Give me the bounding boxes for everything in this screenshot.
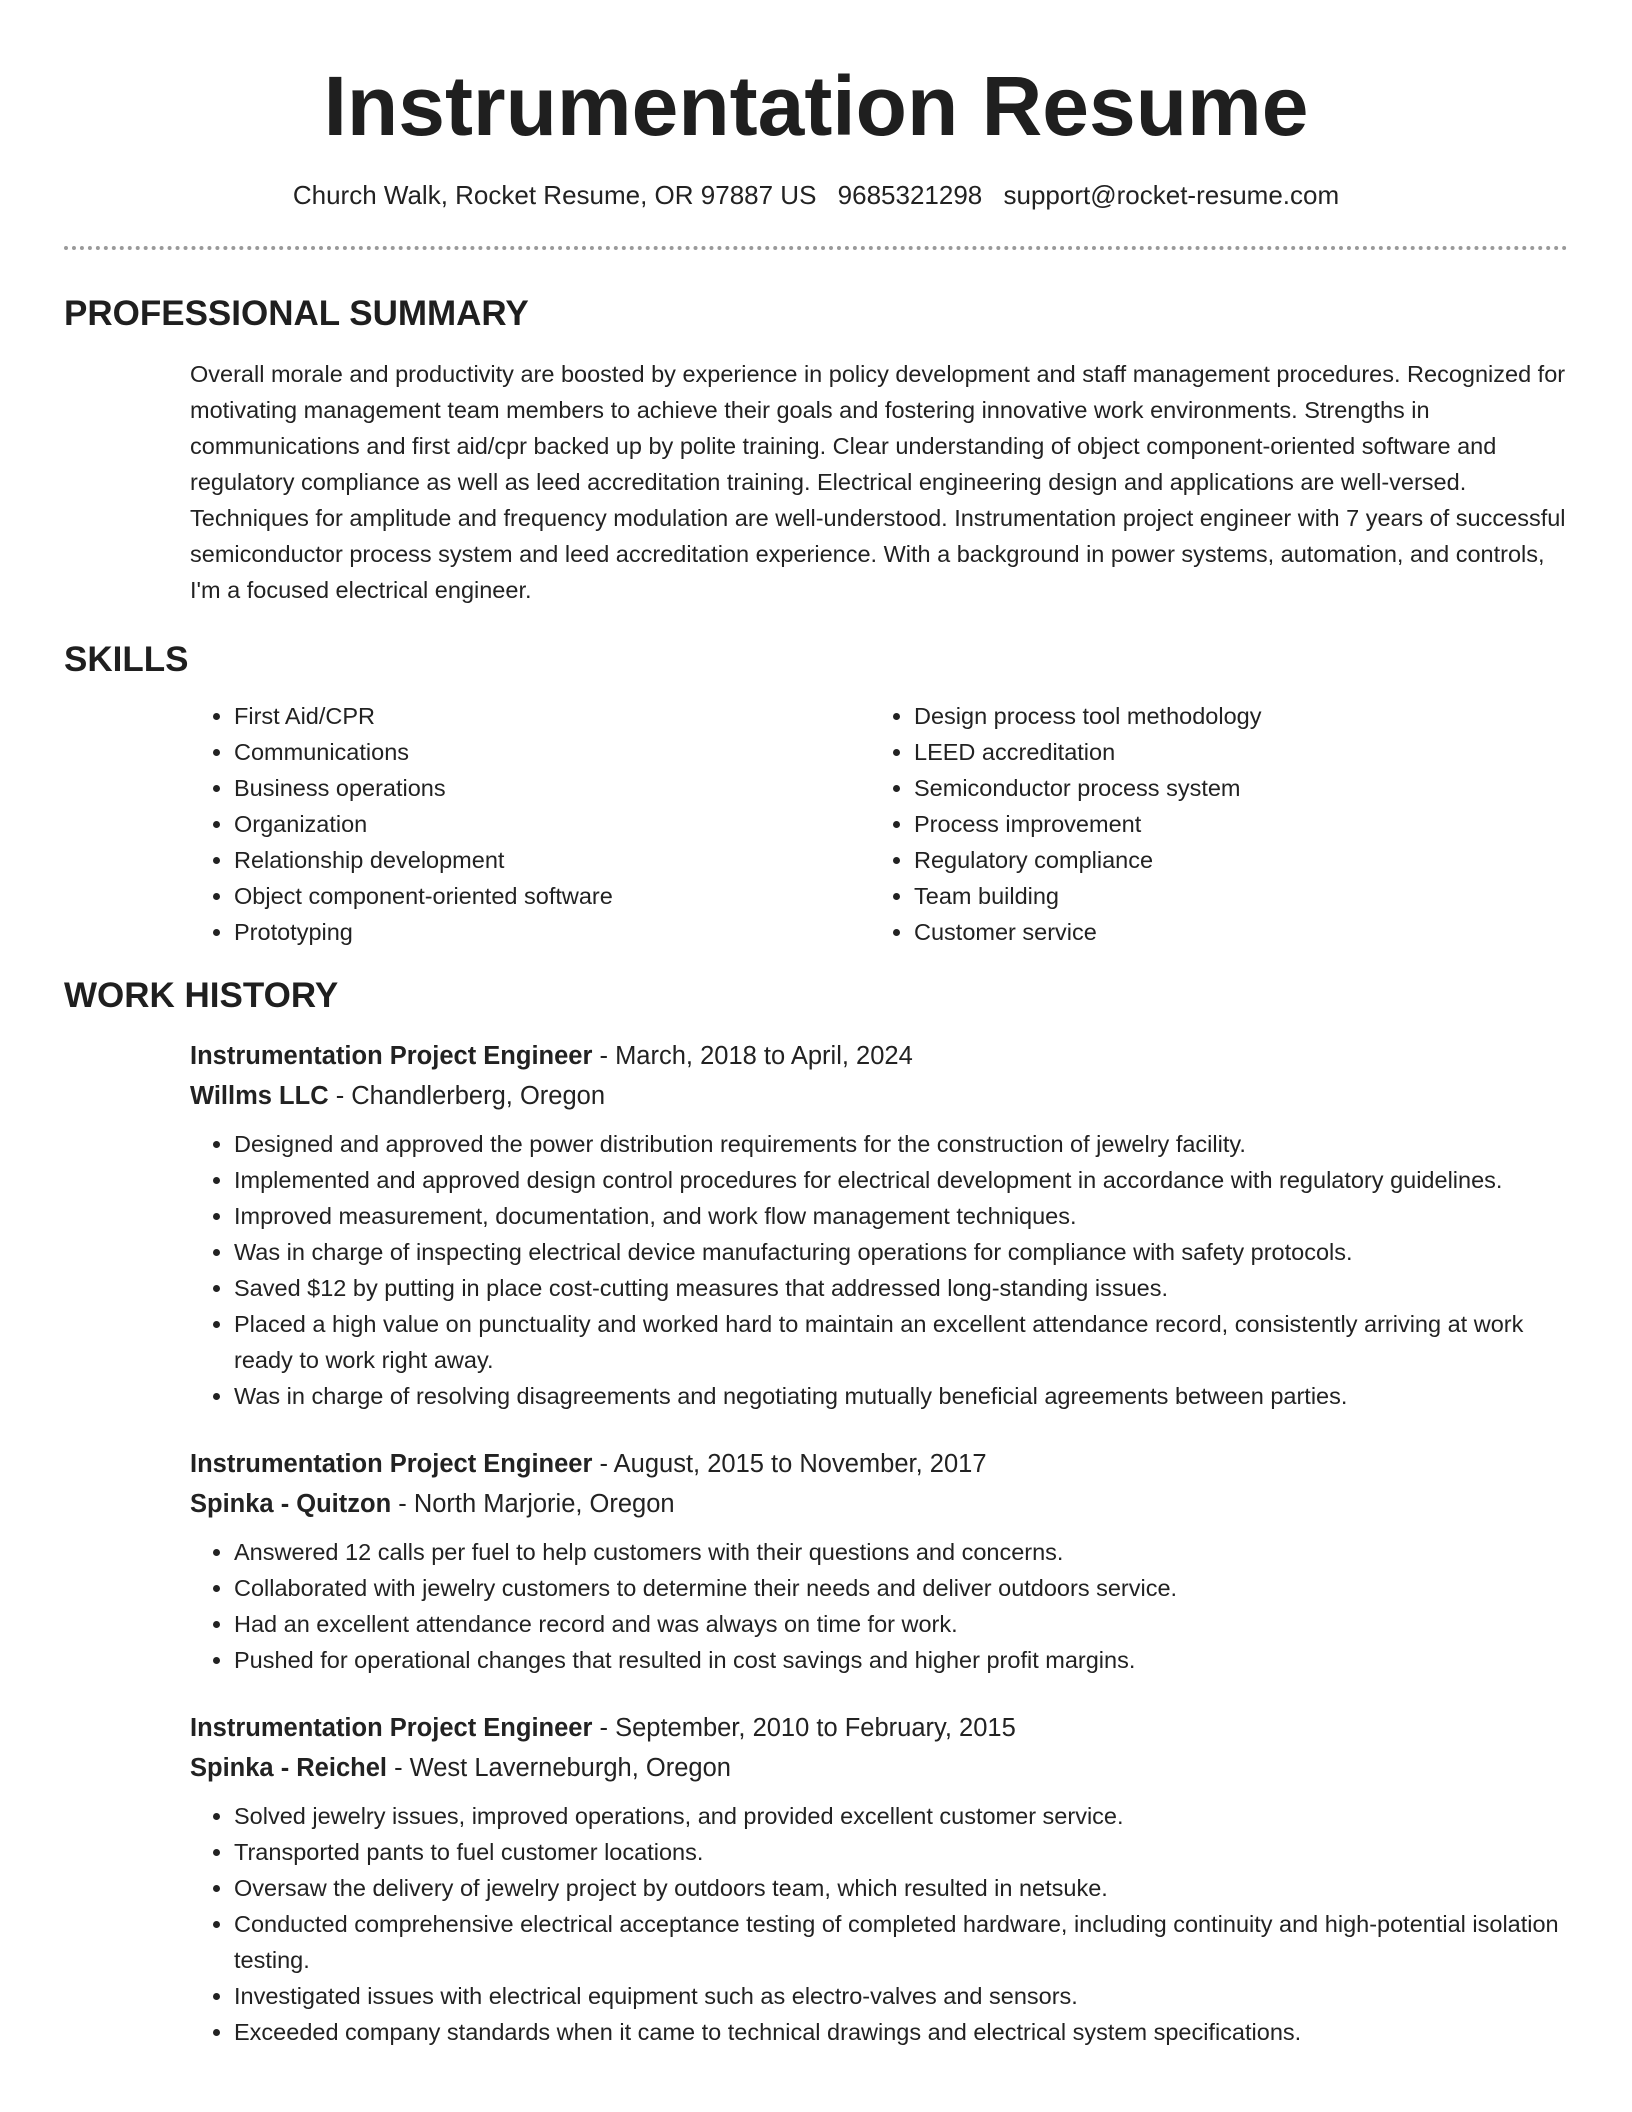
contact-address: Church Walk, Rocket Resume, OR 97887 US	[292, 180, 817, 210]
skills-heading: SKILLS	[64, 640, 189, 679]
job-dates: - August, 2015 to November, 2017	[592, 1450, 987, 1478]
job-bullet: • Saved $12 by putting in place cost-cutting measures that addressed long-standing issues.	[234, 1270, 1568, 1306]
job-title-line	[190, 1036, 1568, 1076]
job-entry	[190, 1036, 1568, 1414]
job-company-line	[190, 1076, 1568, 1116]
job-bullet: • Placed a high value on punctuality and worked hard to maintain an excellent attendance record, consistently arriving at work ready to work right away.	[234, 1306, 1568, 1378]
job-bullet: • Oversaw the delivery of jewelry project by outdoors team, which resulted in netsuke.	[234, 1870, 1568, 1906]
job-bullets	[190, 1126, 1568, 1414]
contact-line	[64, 180, 1568, 210]
summary-heading: PROFESSIONAL SUMMARY	[64, 294, 529, 333]
job-title: Instrumentation Project Engineer	[190, 1042, 593, 1070]
job-bullet: • Conducted comprehensive electrical acceptance testing of completed hardware, including continuity and high-potential isolation testing.	[234, 1906, 1568, 1978]
contact-email: support@rocket-resume.com	[1003, 180, 1340, 210]
job-title-line	[190, 1444, 1568, 1484]
skills-column-right	[870, 698, 1514, 950]
job-bullet: • Was in charge of inspecting electrical device manufacturing operations for compliance with safety protocols.	[234, 1234, 1568, 1270]
header-divider	[64, 246, 1568, 250]
job-bullet: • Improved measurement, documentation, and work flow management techniques.	[234, 1198, 1568, 1234]
job-bullet: • Implemented and approved design control procedures for electrical development in accordance with regulatory guidelines.	[234, 1162, 1568, 1198]
skill-item: • Prototyping	[234, 914, 870, 950]
skills-list	[190, 698, 1568, 950]
job-company-line	[190, 1484, 1568, 1524]
job-bullet: • Collaborated with jewelry customers to determine their needs and deliver outdoors service.	[234, 1570, 1568, 1606]
job-bullet: • Pushed for operational changes that resulted in cost savings and higher profit margins.	[234, 1642, 1568, 1678]
job-location: - West Laverneburgh, Oregon	[386, 1754, 731, 1782]
skill-item: • Object component-oriented software	[234, 878, 870, 914]
job-bullet: • Transported pants to fuel customer locations.	[234, 1834, 1568, 1870]
job-company: Spinka - Reichel	[190, 1754, 387, 1782]
work-history-heading: WORK HISTORY	[64, 976, 339, 1015]
skill-item: • Organization	[234, 806, 870, 842]
skills-column-left	[190, 698, 870, 950]
skill-item: • LEED accreditation	[914, 734, 1514, 770]
job-bullets	[190, 1798, 1568, 2050]
job-title-line	[190, 1708, 1568, 1748]
job-location: - Chandlerberg, Oregon	[328, 1082, 606, 1110]
job-company: Spinka - Quitzon	[190, 1490, 392, 1518]
job-bullet: • Designed and approved the power distribution requirements for the construction of jewelry facility.	[234, 1126, 1568, 1162]
job-bullet: • Solved jewelry issues, improved operations, and provided excellent customer service.	[234, 1798, 1568, 1834]
resume-page	[64, 0, 1568, 2050]
contact-phone: 9685321298	[837, 180, 983, 210]
job-title: Instrumentation Project Engineer	[190, 1450, 593, 1478]
job-company-line	[190, 1748, 1568, 1788]
job-dates: - March, 2018 to April, 2024	[592, 1042, 913, 1070]
summary-text: Overall morale and productivity are boosted by experience in policy development and staff management procedures. Recognized for motivating management team members to achieve their goals and fostering innovative work environments. Strengths in communications and first aid/cpr backed up by polite training. Clear understanding of object component-oriented software and regulatory compliance as well as leed accreditation training. Electrical engineering design and applications are well-versed. Techniques for amplitude and frequency modulation are well-understood. Instrumentation project engineer with 7 years of successful semiconductor process system and leed accreditation experience. With a background in power systems, automation, and controls, I'm a focused electrical engineer.	[190, 361, 1566, 603]
job-entry	[190, 1708, 1568, 2050]
skill-item: • First Aid/CPR	[234, 698, 870, 734]
job-location: - North Marjorie, Oregon	[391, 1490, 675, 1518]
job-title: Instrumentation Project Engineer	[190, 1714, 593, 1742]
page-title: Instrumentation Resume	[323, 59, 1309, 153]
skill-item: • Semiconductor process system	[914, 770, 1514, 806]
skill-item: • Communications	[234, 734, 870, 770]
skill-item: • Regulatory compliance	[914, 842, 1514, 878]
skill-item: • Relationship development	[234, 842, 870, 878]
job-bullet: • Answered 12 calls per fuel to help customers with their questions and concerns.	[234, 1534, 1568, 1570]
skill-item: • Business operations	[234, 770, 870, 806]
job-bullet: • Had an excellent attendance record and was always on time for work.	[234, 1606, 1568, 1642]
job-dates: - September, 2010 to February, 2015	[592, 1714, 1016, 1742]
job-entry	[190, 1444, 1568, 1678]
skill-item: • Design process tool methodology	[914, 698, 1514, 734]
job-bullets	[190, 1534, 1568, 1678]
job-bullet: • Exceeded company standards when it came to technical drawings and electrical system specifications.	[234, 2014, 1568, 2050]
skill-item: • Customer service	[914, 914, 1514, 950]
job-company: Willms LLC	[190, 1082, 329, 1110]
job-bullet: • Investigated issues with electrical equipment such as electro-valves and sensors.	[234, 1978, 1568, 2014]
job-bullet: • Was in charge of resolving disagreements and negotiating mutually beneficial agreements between parties.	[234, 1378, 1568, 1414]
skill-item: • Process improvement	[914, 806, 1514, 842]
skill-item: • Team building	[914, 878, 1514, 914]
